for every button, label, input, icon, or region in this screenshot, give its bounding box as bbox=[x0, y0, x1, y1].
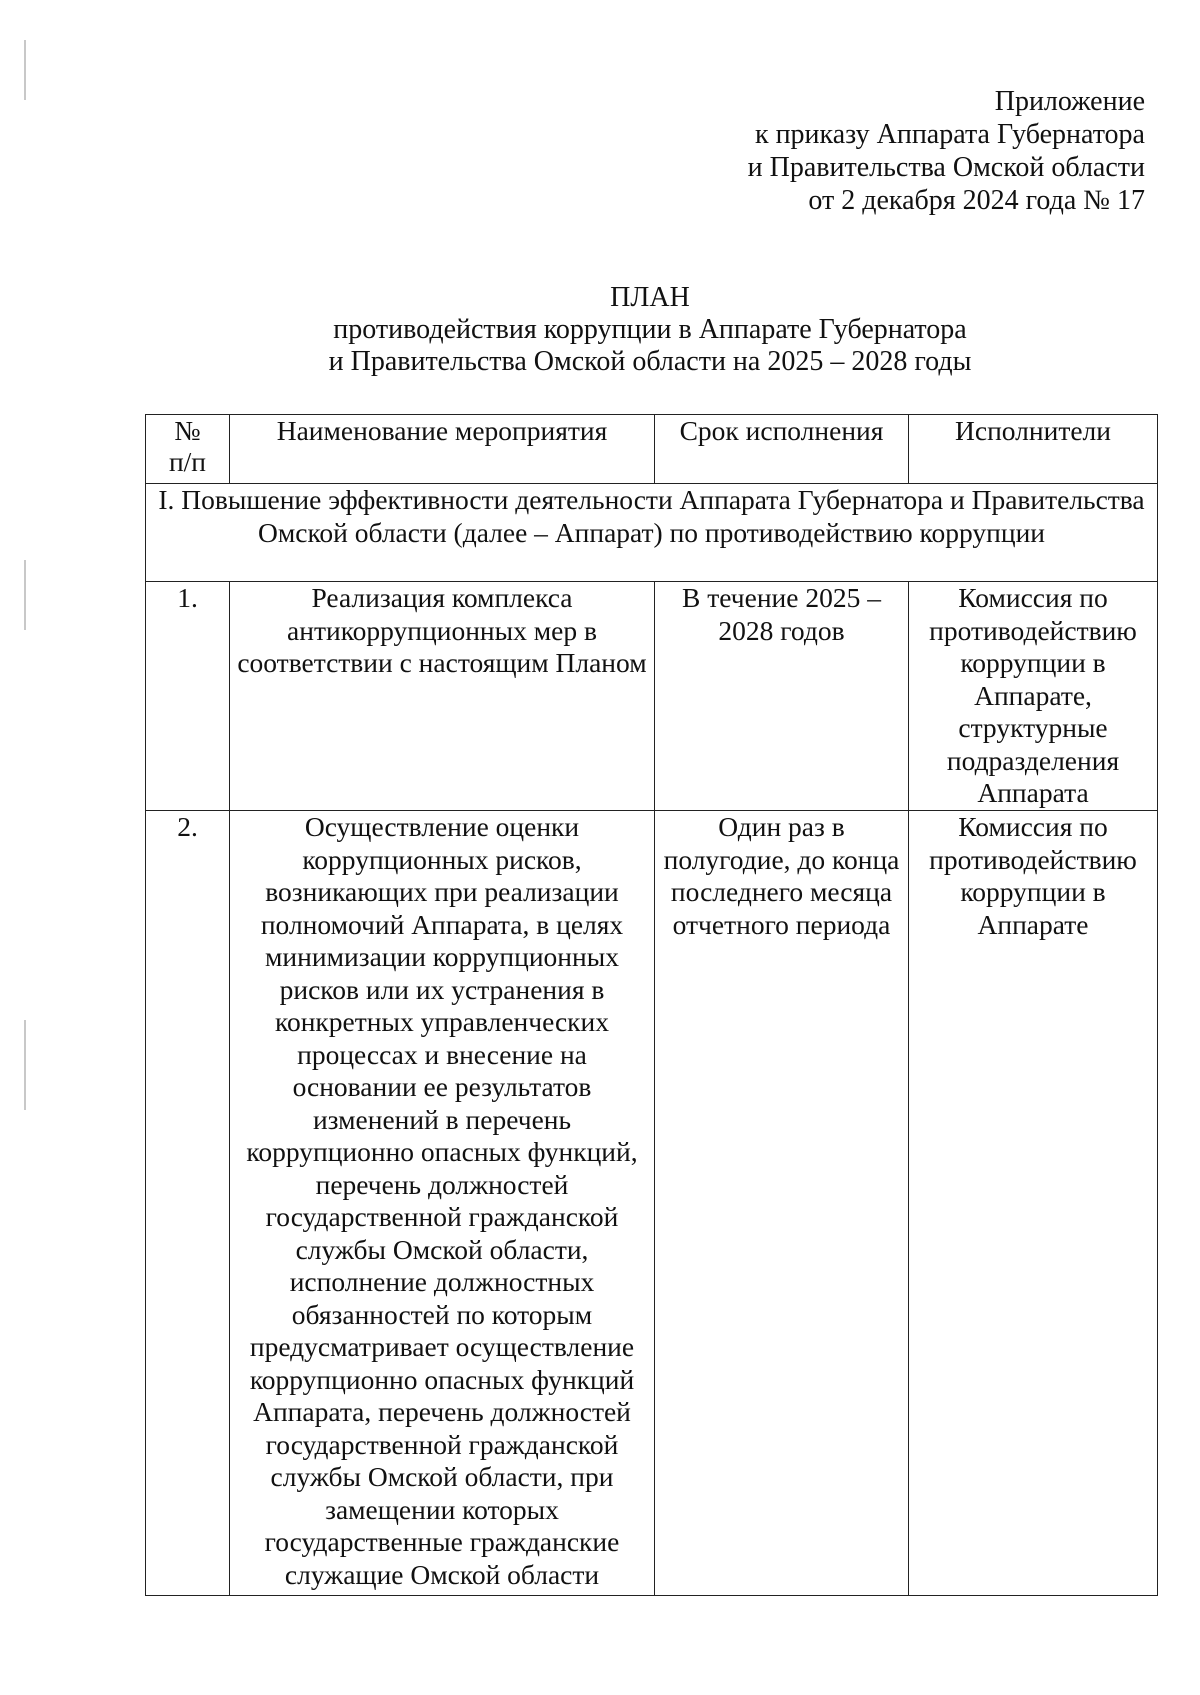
row-executors: Комиссия по противодействию коррупции в Аппарате, структурные подразделения Аппарата bbox=[909, 582, 1158, 811]
plan-title: ПЛАН bbox=[610, 282, 690, 313]
row-number: 2. bbox=[146, 811, 230, 1596]
row-term: Один раз в полугодие, до конца последнего месяца отчетного периода bbox=[655, 811, 909, 1596]
table-row bbox=[146, 582, 1158, 811]
appendix-line-2: к приказу Аппарата Губернатора bbox=[754, 119, 1145, 150]
table-row bbox=[146, 811, 1158, 1596]
appendix-line-1: Приложение bbox=[994, 86, 1145, 117]
header-number bbox=[146, 415, 230, 484]
header-number-symbol: № bbox=[174, 415, 201, 446]
section-row bbox=[146, 484, 1158, 582]
appendix-header bbox=[625, 85, 1145, 217]
row-number: 1. bbox=[146, 582, 230, 811]
header-number-abbr: п/п bbox=[168, 446, 207, 477]
header-term: Срок исполнения bbox=[655, 415, 909, 484]
scan-margin-mark bbox=[24, 1020, 26, 1110]
plan-title-block bbox=[150, 282, 1150, 378]
plan-table bbox=[145, 414, 1158, 1596]
plan-subtitle-line-2: и Правительства Омской области на 2025 – 2028 годы bbox=[328, 346, 972, 377]
header-executors: Исполнители bbox=[909, 415, 1158, 484]
table-header-row bbox=[146, 415, 1158, 484]
section-title: I. Повышение эффективности деятельности Аппарата Губернатора и Правительства Омской области (далее – Аппарат) по противодействию коррупции bbox=[146, 484, 1158, 582]
scan-margin-mark bbox=[24, 560, 26, 630]
row-activity-name: Реализация комплекса антикоррупционных мер в соответствии с настоящим Планом bbox=[230, 582, 655, 811]
row-executors: Комиссия по противодействию коррупции в Аппарате bbox=[909, 811, 1158, 1596]
appendix-line-4: от 2 декабря 2024 года № 17 bbox=[808, 185, 1145, 216]
scan-margin-mark bbox=[24, 40, 26, 100]
header-name: Наименование мероприятия bbox=[230, 415, 655, 484]
row-activity-name: Осуществление оценки коррупционных рисков, возникающих при реализации полномочий Аппарата, в целях минимизации коррупционных рисков или их устранения в конкретных управленческих процессах и внесение на основании ее результатов изменений в перечень коррупционно опасных функций, перечень должностей государственной гражданской службы Омской области, исполнение должностных обязанностей по которым предусматривает осуществление коррупционно опасных функций Аппарата, перечень должностей государственной гражданской службы Омской области, при замещении которых государственные гражданские служащие Омской области bbox=[230, 811, 655, 1596]
plan-subtitle-line-1: противодействия коррупции в Аппарате Губернатора bbox=[333, 314, 967, 345]
row-term: В течение 2025 – 2028 годов bbox=[655, 582, 909, 811]
appendix-line-3: и Правительства Омской области bbox=[747, 152, 1145, 183]
